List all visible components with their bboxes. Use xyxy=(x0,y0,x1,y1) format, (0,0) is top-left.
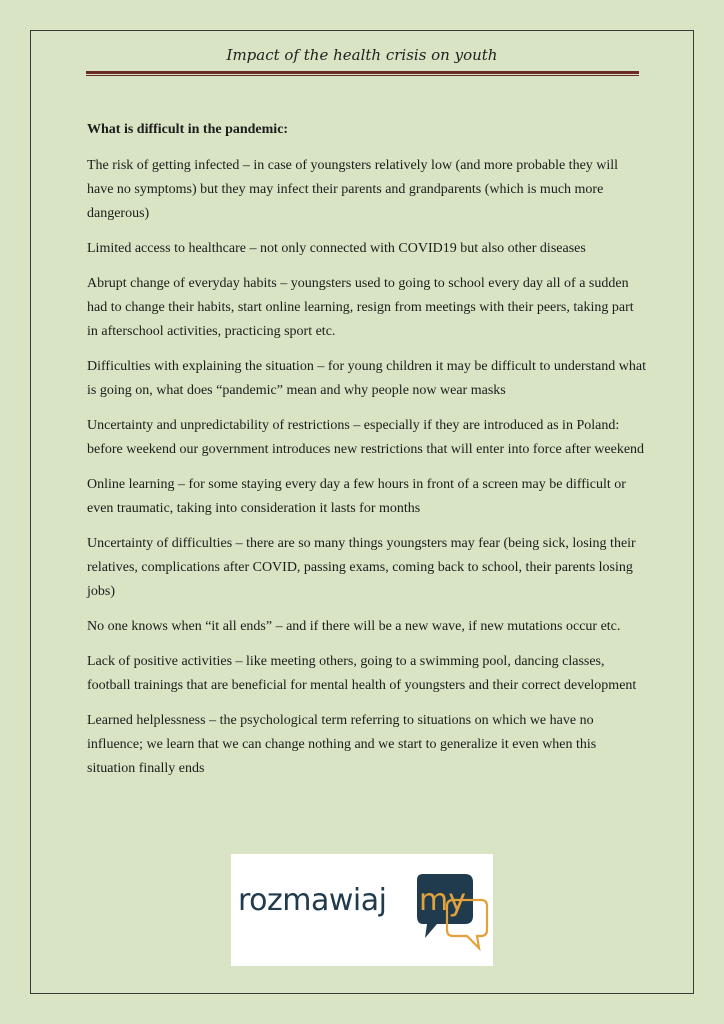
paragraph-healthcare-access: Limited access to healthcare – not only connected with COVID19 but also other diseases xyxy=(87,241,586,256)
rozmawiajmy-logo xyxy=(231,854,493,966)
paragraph-infection-risk: The risk of getting infected – in case of youngsters relatively low (and more probable they will have no symptoms) but they may infect their parents and grandparents (which is much more dangerous) xyxy=(87,158,619,221)
paragraph-online-learning: Online learning – for some staying every day a few hours in front of a screen may be difficult or even traumatic, taking into consideration it lasts for months xyxy=(87,477,626,516)
logo-text-accent: my xyxy=(419,883,466,918)
paragraph-habit-change: Abrupt change of everyday habits – youngsters used to going to school every day all of a sudden had to change their habits, start online learning, resign from meetings with their peers, taking part in afterschool activities, practicing sport etc. xyxy=(87,276,634,339)
paragraph-uncertainty: Uncertainty of difficulties – there are so many things youngsters may fear (being sick, losing their relatives, complications after COVID, passing exams, coming back to school, their parents losing jobs) xyxy=(87,536,636,599)
paragraph-positive-activities: Lack of positive activities – like meeting others, going to a swimming pool, dancing classes, football trainings that are beneficial for mental health of youngsters and their correct development xyxy=(87,654,637,693)
header-title: Impact of the health crisis on youth xyxy=(226,46,498,64)
document-body xyxy=(87,118,647,792)
paragraph-restrictions: Uncertainty and unpredictability of restrictions – especially if they are introduced as in Poland: before weekend our government introduces new restrictions that will enter into force after weekend xyxy=(87,418,645,457)
section-heading: What is difficult in the pandemic: xyxy=(87,122,289,137)
header-rule-thin xyxy=(86,75,639,76)
paragraph-it-all-ends: No one knows when “it all ends” – and if there will be a new wave, if new mutations occur etc. xyxy=(87,619,621,634)
logo-text-main: rozmawiaj xyxy=(238,883,387,918)
paragraph-learned-helplessness: Learned helplessness – the psychological term referring to situations on which we have no influence; we learn that we can change nothing and we start to generalize it even when this situation finally ends xyxy=(87,713,597,776)
header-rule xyxy=(86,71,639,74)
paragraph-explaining-situation: Difficulties with explaining the situation – for young children it may be difficult to understand what is going on, what does “pandemic” mean and why people now wear masks xyxy=(87,359,646,398)
